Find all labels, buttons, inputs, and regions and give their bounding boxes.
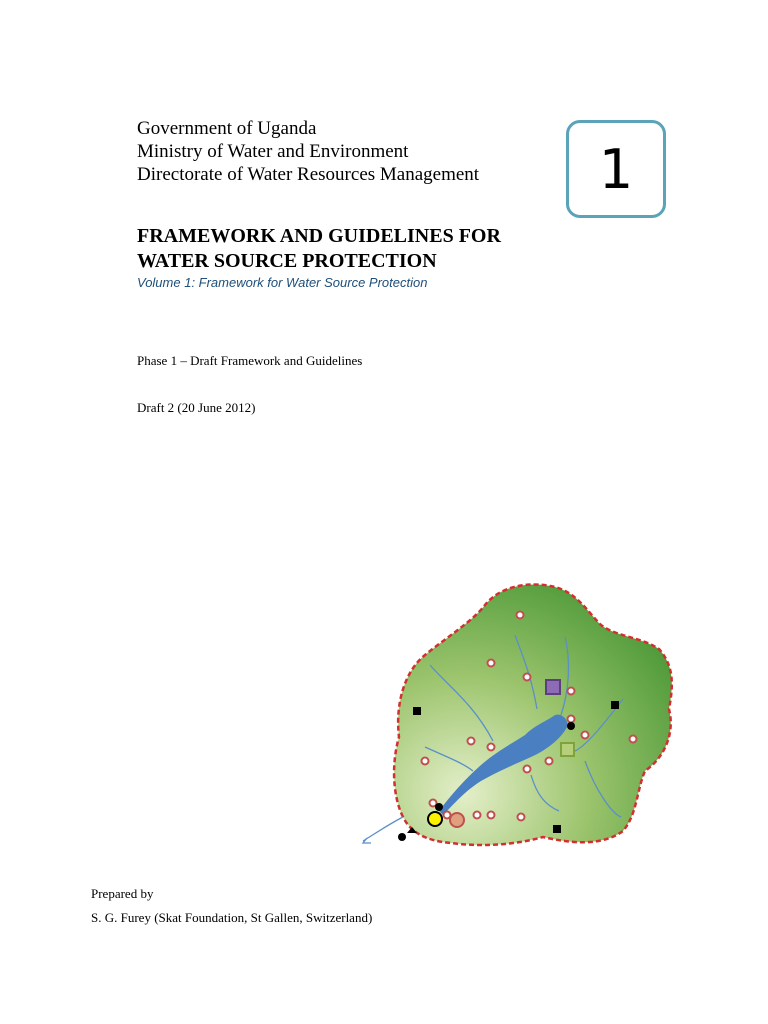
orange-circle-marker: [450, 813, 464, 827]
volume-number-box: 1: [566, 120, 666, 218]
prepared-by-label: Prepared by: [91, 886, 154, 901]
document-subtitle: Volume 1: Framework for Water Source Protection: [137, 275, 428, 290]
yellow-circle-marker: [428, 812, 442, 826]
draft-line: Draft 2 (20 June 2012): [137, 400, 256, 415]
catchment-map-illustration: [355, 575, 685, 865]
black-dot-marker: [567, 722, 575, 730]
title-line-2: WATER SOURCE PROTECTION: [137, 250, 437, 272]
phase-line: Phase 1 – Draft Framework and Guidelines: [137, 353, 363, 368]
black-dot-marker: [435, 803, 443, 811]
title-line-1: FRAMEWORK AND GUIDELINES FOR: [137, 225, 501, 247]
org-directorate: Directorate of Water Resources Management: [137, 164, 480, 185]
black-dot-marker: [398, 833, 406, 841]
organization-block: [137, 117, 557, 186]
purple-square-marker: [546, 680, 560, 694]
org-ministry: Ministry of Water and Environment: [137, 141, 409, 162]
prepared-by-name: S. G. Furey (Skat Foundation, St Gallen, Switzerland): [91, 910, 373, 925]
org-government: Government of Uganda: [137, 118, 317, 139]
document-title: [137, 224, 597, 274]
green-square-marker: [561, 743, 574, 756]
